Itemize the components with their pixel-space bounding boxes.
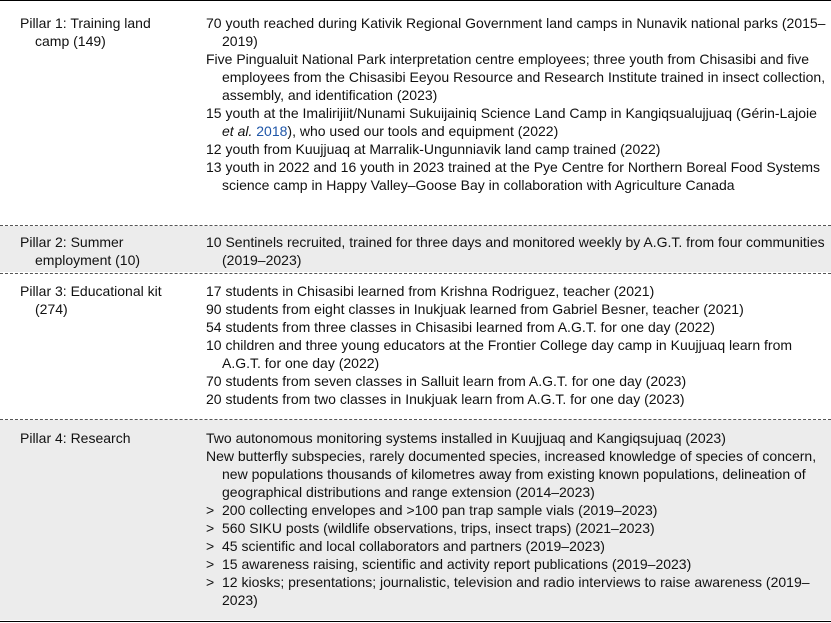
list-item: 10 Sentinels recruited, trained for three days and monitored weekly by A.G.T. from four communities (2019–2023) [206, 234, 825, 268]
greater-than-symbol: > [206, 520, 215, 536]
table-row-pillar-4 [0, 420, 831, 620]
table-row-pillar-1 [0, 2, 831, 224]
table-row-pillar-2 [0, 226, 831, 272]
pillar-1-entries [206, 14, 826, 194]
table-row-pillar-3 [0, 274, 831, 418]
list-item: 13 youth in 2022 and 16 youth in 2023 trained at the Pye Centre for Northern Boreal Food Systems science camp in Happy Valley–Goose Bay in collaboration with Agriculture Canada [206, 159, 821, 193]
greater-than-symbol: > [206, 502, 215, 518]
list-item: > 45 scientific and local collaborators and partners (2019–2023) [206, 538, 605, 554]
list-item: 70 youth reached during Kativik Regional Government land camps in Nunavik national parks (2015–2019) [206, 15, 826, 49]
pillar-2-label: Pillar 2: Summer employment (10) [20, 234, 141, 268]
list-item: > 12 kiosks; presentations; journalistic, television and radio interviews to raise awareness (2019–2023) [206, 574, 810, 608]
list-item: 17 students in Chisasibi learned from Krishna Rodriguez, teacher (2021) [206, 283, 655, 299]
pillar-1-label: Pillar 1: Training land camp (149) [20, 15, 151, 49]
list-item: 15 youth at the Imalirijiit/Nunami Sukuijainiq Science Land Camp in Kangiqsualujjuaq (Gérin-Lajoie et al. 2018), who used our tools and equipment (2022) [206, 105, 817, 139]
list-item: 54 students from three classes in Chisasibi learned from A.G.T. for one day (2022) [206, 319, 715, 335]
greater-than-symbol: > [206, 574, 215, 590]
pillar-4-entries [206, 429, 826, 609]
greater-than-symbol: > [206, 538, 215, 554]
greater-than-symbol: > [206, 556, 215, 572]
list-item: 90 students from eight classes in Inukjuak learned from Gabriel Besner, teacher (2021) [206, 301, 744, 317]
list-item: 12 youth from Kuujjuaq at Marralik-Ungunniavik land camp trained (2022) [206, 141, 661, 157]
list-item: 70 students from seven classes in Salluit learn from A.G.T. for one day (2023) [206, 373, 687, 389]
list-item: Five Pingualuit National Park interpretation centre employees; three youth from Chisasibi and five employees from the Chisasibi Eeyou Resource and Research Institute trained in insect collection, assembly, and identification (2023) [206, 51, 826, 103]
list-item: 10 children and three young educators at the Frontier College day camp in Kuujjuaq learn from A.G.T. for one day (2022) [206, 337, 793, 371]
list-item: > 200 collecting envelopes and >100 pan trap sample vials (2019–2023) [206, 502, 658, 518]
list-item: > 560 SIKU posts (wildlife observations, trips, insect traps) (2021–2023) [206, 520, 655, 536]
list-item: Two autonomous monitoring systems installed in Kuujjuaq and Kangiqsujuaq (2023) [206, 430, 726, 446]
table-bottom-rule [0, 621, 831, 622]
citation-link[interactable]: 2018 [256, 123, 288, 139]
pillar-4-label: Pillar 4: Research [20, 430, 131, 446]
pillar-2-entries [206, 233, 826, 269]
table-top-rule [0, 0, 831, 1]
pillar-3-entries [206, 282, 826, 408]
list-item: > 15 awareness raising, scientific and activity report publications (2019–2023) [206, 556, 692, 572]
list-item: 20 students from two classes in Inukjuak learn from A.G.T. for one day (2023) [206, 391, 685, 407]
list-item: New butterfly subspecies, rarely documented species, increased knowledge of species of concern, new populations thousands of kilometres away from existing known populations, delineation of geographical distributions and range extension (2014–2023) [206, 448, 817, 500]
pillar-3-label: Pillar 3: Educational kit (274) [20, 283, 162, 317]
